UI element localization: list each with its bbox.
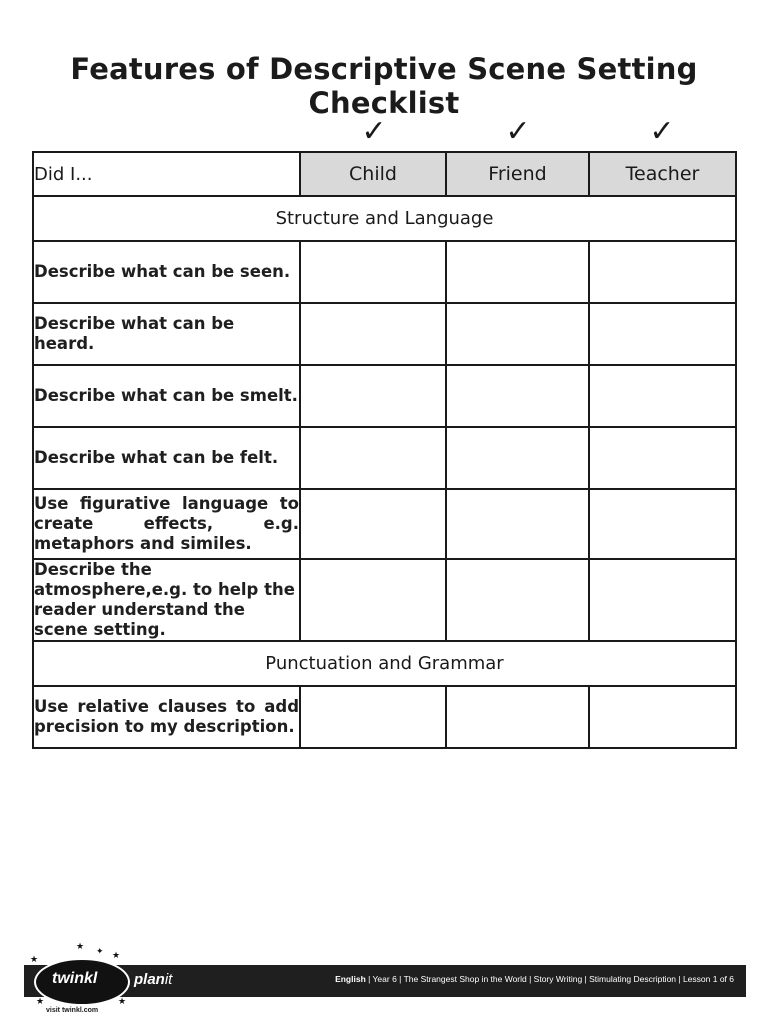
teacher-checkbox-cell[interactable] [589,559,736,641]
item-label: Describe what can be heard. [33,303,300,365]
friend-checkbox-cell[interactable] [446,489,589,559]
star-icon: ★ [30,955,39,965]
star-icon: ★ [36,997,45,1007]
footer-lesson-info [335,974,734,984]
teacher-checkbox-cell[interactable] [589,365,736,427]
table-row [33,686,736,748]
table-row [33,365,736,427]
tick-teacher-icon: ✓ [649,114,675,149]
friend-checkbox-cell[interactable] [446,427,589,489]
page-title: Features of Descriptive Scene Setting Checklist [70,52,698,120]
tick-child-icon: ✓ [361,114,387,149]
child-checkbox-cell[interactable] [300,489,446,559]
planit-logo-suffix: it [164,971,173,988]
planit-logo-prefix: plan [134,971,165,988]
tick-friend-icon: ✓ [505,114,531,149]
friend-checkbox-cell[interactable] [446,241,589,303]
section-row [33,196,736,241]
child-header: Child [300,152,446,196]
friend-checkbox-cell[interactable] [446,303,589,365]
section-heading-punctuation: Punctuation and Grammar [33,641,736,686]
friend-checkbox-cell[interactable] [446,365,589,427]
table-row [33,489,736,559]
table-row [33,559,736,641]
child-checkbox-cell[interactable] [300,686,446,748]
footer-bar [24,965,746,997]
friend-header: Friend [446,152,589,196]
footer-subject: English [335,974,366,984]
planit-logo [134,971,172,988]
teacher-checkbox-cell[interactable] [589,427,736,489]
visit-twinkl-link[interactable]: visit twinkl.com [46,1007,99,1014]
child-checkbox-cell[interactable] [300,303,446,365]
teacher-checkbox-cell[interactable] [589,489,736,559]
star-icon: ★ [112,951,121,961]
friend-checkbox-cell[interactable] [446,686,589,748]
header-row [33,152,736,196]
did-i-header: Did I... [33,152,300,196]
section-heading-structure: Structure and Language [33,196,736,241]
child-checkbox-cell[interactable] [300,365,446,427]
item-label: Describe what can be seen. [33,241,300,303]
child-checkbox-cell[interactable] [300,241,446,303]
item-label: Use figurative language to create effects, e.g. metaphors and similes. [33,489,300,559]
teacher-checkbox-cell[interactable] [589,241,736,303]
child-checkbox-cell[interactable] [300,427,446,489]
twinkl-logo-text: twinkl [52,970,98,987]
friend-checkbox-cell[interactable] [446,559,589,641]
checklist-table [32,151,737,749]
item-label: Describe what can be felt. [33,427,300,489]
teacher-checkbox-cell[interactable] [589,686,736,748]
star-icon: ★ [118,997,127,1007]
teacher-header: Teacher [589,152,736,196]
item-label: Describe what can be smelt. [33,365,300,427]
item-label: Describe the atmosphere,e.g. to help the reader understand the scene setting. [33,559,300,641]
teacher-checkbox-cell[interactable] [589,303,736,365]
star-icon: ★ [76,942,85,952]
star-icon: ✦ [96,947,104,957]
table-row [33,427,736,489]
table-row [33,303,736,365]
section-row [33,641,736,686]
item-label: Use relative clauses to add precision to my description. [33,686,300,748]
footer-details: | Year 6 | The Strangest Shop in the World | Story Writing | Stimulating Description | Lesson 1 of 6 [365,974,734,984]
child-checkbox-cell[interactable] [300,559,446,641]
table-row [33,241,736,303]
